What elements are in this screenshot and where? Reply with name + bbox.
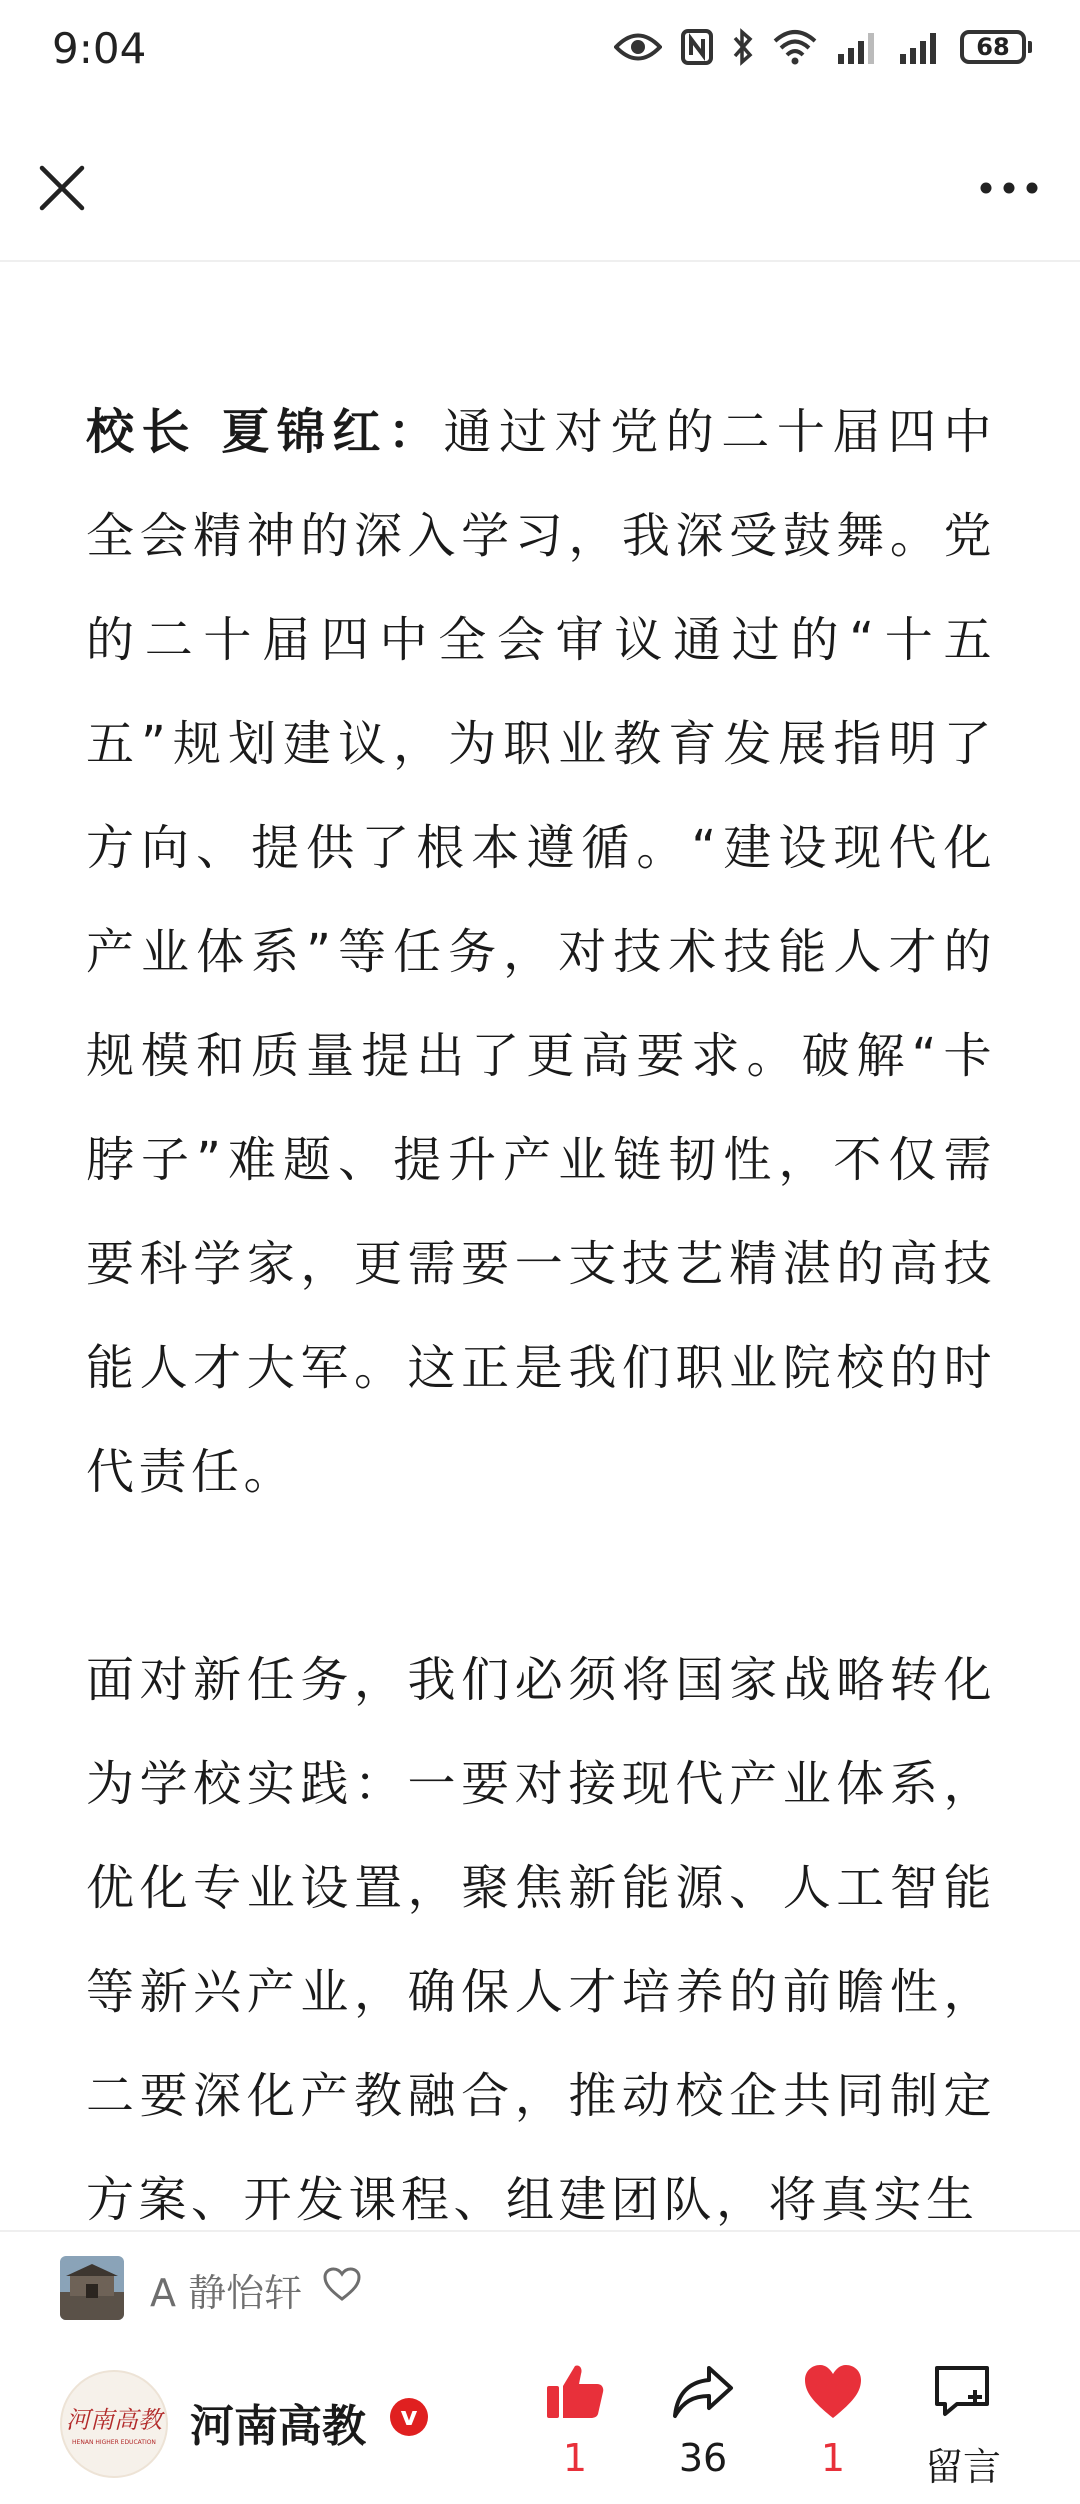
like-button[interactable] xyxy=(520,2360,630,2480)
avatar[interactable] xyxy=(60,2256,124,2320)
author-name[interactable]: A 静怡轩 xyxy=(150,2271,303,2315)
status-time: 9:04 xyxy=(52,24,147,73)
battery-icon xyxy=(960,30,1032,64)
logo-text: 河南高教 xyxy=(66,2406,162,2434)
signal-icon xyxy=(836,30,880,64)
battery-level: 68 xyxy=(960,30,1026,64)
comment-add-icon xyxy=(931,2360,995,2424)
paragraph-text: 面对新任务，我们必须将国家战略转化为学校实践：一要对接现代产业体系，优化专业设置，聚焦新能源、人工智能等新兴产业，确保人才培养的前瞻性，二要深化产教融合，推动校企共同制定方案、开发课程、组建团队，将真实生 xyxy=(86,1652,996,2228)
more-icon[interactable] xyxy=(974,158,1044,218)
article-paragraph xyxy=(86,1628,996,2230)
wifi-icon xyxy=(772,29,818,65)
comment-button[interactable] xyxy=(908,2360,1018,2491)
nav-bar xyxy=(0,130,1080,262)
like-count: 1 xyxy=(562,2436,588,2480)
share-icon xyxy=(671,2360,735,2424)
footer-bar xyxy=(0,2330,1080,2504)
signal-icon xyxy=(898,30,942,64)
account-logo[interactable] xyxy=(60,2370,168,2478)
bluetooth-icon xyxy=(732,28,754,66)
nfc-icon xyxy=(680,28,714,66)
status-icons xyxy=(614,28,1032,66)
verified-badge: v xyxy=(390,2398,428,2436)
article-paragraph xyxy=(86,380,996,1524)
favorite-count: 1 xyxy=(820,2436,846,2480)
author-strip[interactable] xyxy=(0,2230,1080,2332)
logo-subtext: HENAN HIGHER EDUCATION xyxy=(72,2439,156,2446)
speaker-label: 校长 夏锦红： xyxy=(86,404,444,460)
comment-label: 留言 xyxy=(924,2445,1001,2489)
paragraph-text: 通过对党的二十届四中全会精神的深入学习，我深受鼓舞。党的二十届四中全会审议通过的“十五五”规划建议，为职业教育发展指明了方向、提供了根本遵循。“建设现代化产业体系”等任务，对技术技能人才的规模和质量提出了更高要求。破解“卡脖子”难题、提升产业链韧性，不仅需要科学家，更需要一支技艺精湛的高技能人才大军。这正是我们职业院校的时代责任。 xyxy=(86,404,996,1500)
article-body xyxy=(0,260,1080,2230)
heart-icon xyxy=(801,2360,865,2424)
close-icon[interactable] xyxy=(32,158,92,218)
share-count: 36 xyxy=(678,2436,728,2480)
account-name[interactable]: 河南高教 xyxy=(190,2401,366,2452)
heart-outline-icon[interactable] xyxy=(322,2266,362,2302)
thumbs-up-icon xyxy=(543,2360,607,2424)
share-button[interactable] xyxy=(648,2360,758,2480)
eye-icon xyxy=(614,30,662,64)
favorite-button[interactable] xyxy=(778,2360,888,2480)
status-bar xyxy=(0,0,1080,100)
